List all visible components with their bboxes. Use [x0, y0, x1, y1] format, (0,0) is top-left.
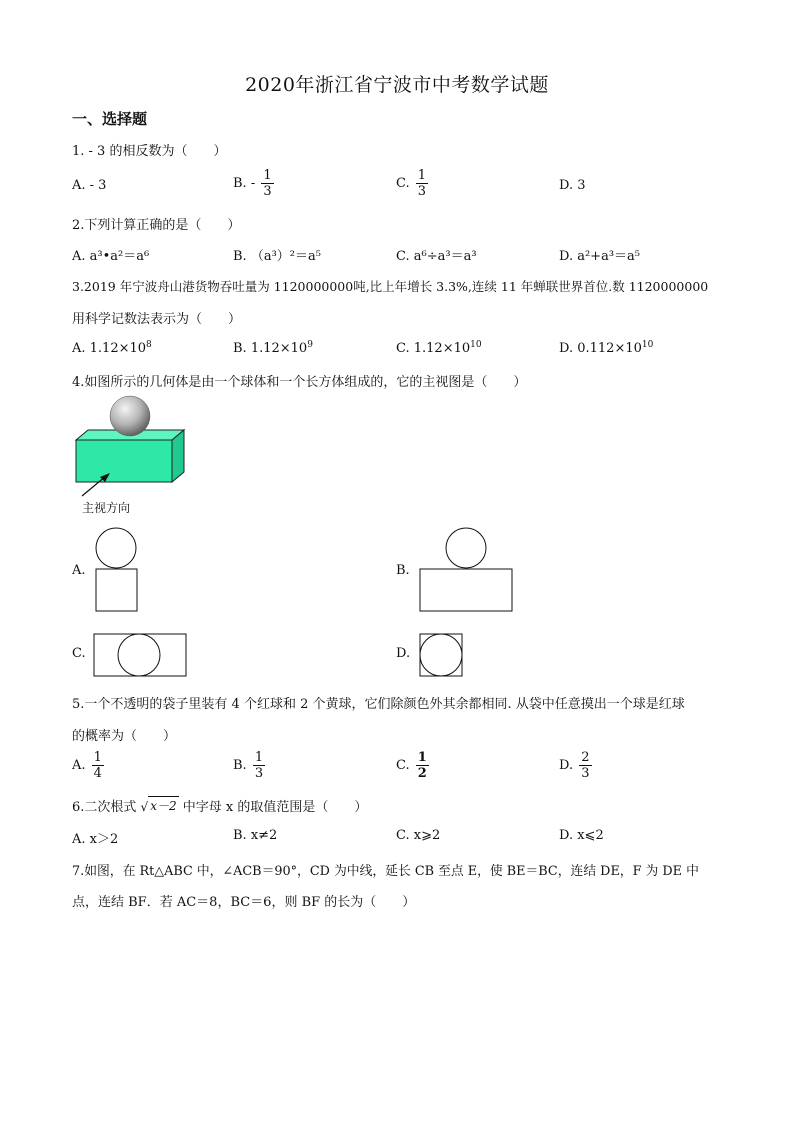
q5-option-d: [559, 750, 592, 781]
q4-option-a-label: A.: [72, 563, 86, 578]
fraction-numerator: 1: [254, 750, 264, 765]
q1-option-b: [233, 168, 274, 199]
q4-option-d-figure: [418, 632, 464, 678]
q3-option-a: [72, 340, 152, 356]
q6-option-d: D. x⩽2: [559, 828, 604, 843]
fraction-numerator: 1: [417, 750, 427, 765]
q5-option-a: [72, 750, 104, 781]
q1-option-d: D. 3: [559, 178, 586, 193]
q2-option-b: B. （a³）²＝a⁵: [233, 249, 321, 264]
q5-option-b: [233, 750, 265, 781]
q5-option-a-fraction: [92, 750, 104, 781]
q3-option-c-exponent: 10: [470, 340, 482, 350]
q6-stem: [72, 796, 367, 815]
q3-option-c: [396, 340, 482, 356]
q4-option-c-label: C.: [72, 646, 86, 661]
q1-option-a: A. - 3: [72, 178, 107, 193]
q5-option-a-prefix: A.: [72, 758, 86, 773]
q5-stem-line1: 5.一个不透明的袋子里装有 4 个红球和 2 个黄球，它们除颜色外其余都相同. 从袋中任意摸出一个球是红球: [72, 697, 685, 712]
q3-option-b-exponent: 9: [307, 340, 313, 350]
q6-option-c: C. x⩾2: [396, 828, 441, 843]
q5-option-c: [396, 750, 429, 781]
fraction-denominator: 3: [581, 766, 590, 781]
fraction-denominator: 4: [93, 766, 102, 781]
q3-option-d: [559, 340, 653, 356]
q1-option-c-prefix: C.: [396, 176, 410, 191]
q6-option-a: A. x＞2: [72, 832, 119, 847]
q3-stem-line1: 3.2019 年宁波舟山港货物吞吐量为 1120000000吨,比上年增长 3.3%,连续 11 年蝉联世界首位.数 1120000000: [72, 279, 709, 294]
q6-option-b: B. x≠2: [233, 828, 278, 843]
q4-option-a-figure: [92, 525, 142, 613]
fraction-denominator: 3: [417, 184, 427, 199]
figure-caption: 主视方向: [82, 501, 131, 515]
q1-stem: 1. - 3 的相反数为（ ）: [72, 144, 227, 159]
q5-option-c-prefix: C.: [396, 758, 410, 773]
q6-radical: [141, 796, 179, 814]
fraction-numerator: 1: [263, 168, 272, 183]
fraction-numerator: 2: [581, 750, 590, 765]
q3-option-d-exponent: 10: [641, 340, 654, 350]
fraction-numerator: 1: [93, 750, 102, 765]
q5-option-b-prefix: B.: [233, 758, 247, 773]
view-direction-arrow-icon: [76, 470, 116, 500]
q1-option-b-fraction: [261, 168, 273, 199]
q3-option-d-base: D. 0.112×10: [559, 341, 642, 356]
fraction-numerator: 1: [417, 168, 427, 183]
fraction-denominator: 2: [417, 766, 427, 781]
q5-option-b-fraction: [253, 750, 265, 781]
q6-stem-after: 中字母 x 的取值范围是（ ）: [182, 800, 368, 815]
q3-option-c-base: C. 1.12×10: [396, 341, 471, 356]
fraction-denominator: 3: [263, 184, 272, 199]
sphere: [110, 396, 150, 436]
q4-option-b-figure: [418, 525, 514, 613]
fraction-denominator: 3: [254, 766, 264, 781]
q4-stem: 4.如图所示的几何体是由一个球体和一个长方体组成的，它的主视图是（ ）: [72, 375, 527, 390]
q7-stem-line1: 7.如图，在 Rt△ABC 中，∠ACB＝90°，CD 为中线，延长 CB 至点 E，使 BE＝BC，连结 DE，F 为 DE 中: [72, 864, 699, 879]
q2-option-d: D. a²+a³＝a⁵: [559, 249, 641, 264]
q6-radicand: x－2: [148, 796, 178, 814]
section-heading: 一、选择题: [72, 110, 148, 128]
q3-option-a-exponent: 8: [146, 340, 152, 350]
q4-option-d-label: D.: [396, 646, 411, 661]
q6-stem-before: 6.二次根式: [72, 800, 137, 815]
q4-option-b-label: B.: [396, 563, 410, 578]
q3-option-b-base: B. 1.12×10: [233, 341, 308, 356]
q1-option-b-prefix: B. -: [233, 176, 256, 191]
sqrt-icon: √: [140, 800, 149, 814]
q2-option-c: C. a⁶÷a³＝a³: [396, 249, 477, 264]
q5-option-d-fraction: [579, 750, 591, 781]
q5-stem-line2: 的概率为（ ）: [72, 729, 177, 744]
q3-option-a-base: A. 1.12×10: [72, 341, 147, 356]
q3-stem-line2: 用科学记数法表示为（ ）: [72, 312, 242, 327]
q7-stem-line2: 点，连结 BF．若 AC＝8，BC＝6，则 BF 的长为（ ）: [72, 895, 416, 910]
q3-option-b: [233, 340, 313, 356]
q4-option-c-figure: [92, 632, 188, 678]
page-title: 2020年浙江省宁波市中考数学试题: [245, 74, 549, 96]
q1-option-c-fraction: [416, 168, 428, 199]
q2-stem: 2.下列计算正确的是（ ）: [72, 218, 241, 233]
q5-option-d-prefix: D.: [559, 758, 574, 773]
q5-option-c-fraction: [416, 750, 429, 781]
q1-option-c: [396, 168, 428, 199]
q2-option-a: A. a³•a²＝a⁶: [72, 249, 150, 264]
